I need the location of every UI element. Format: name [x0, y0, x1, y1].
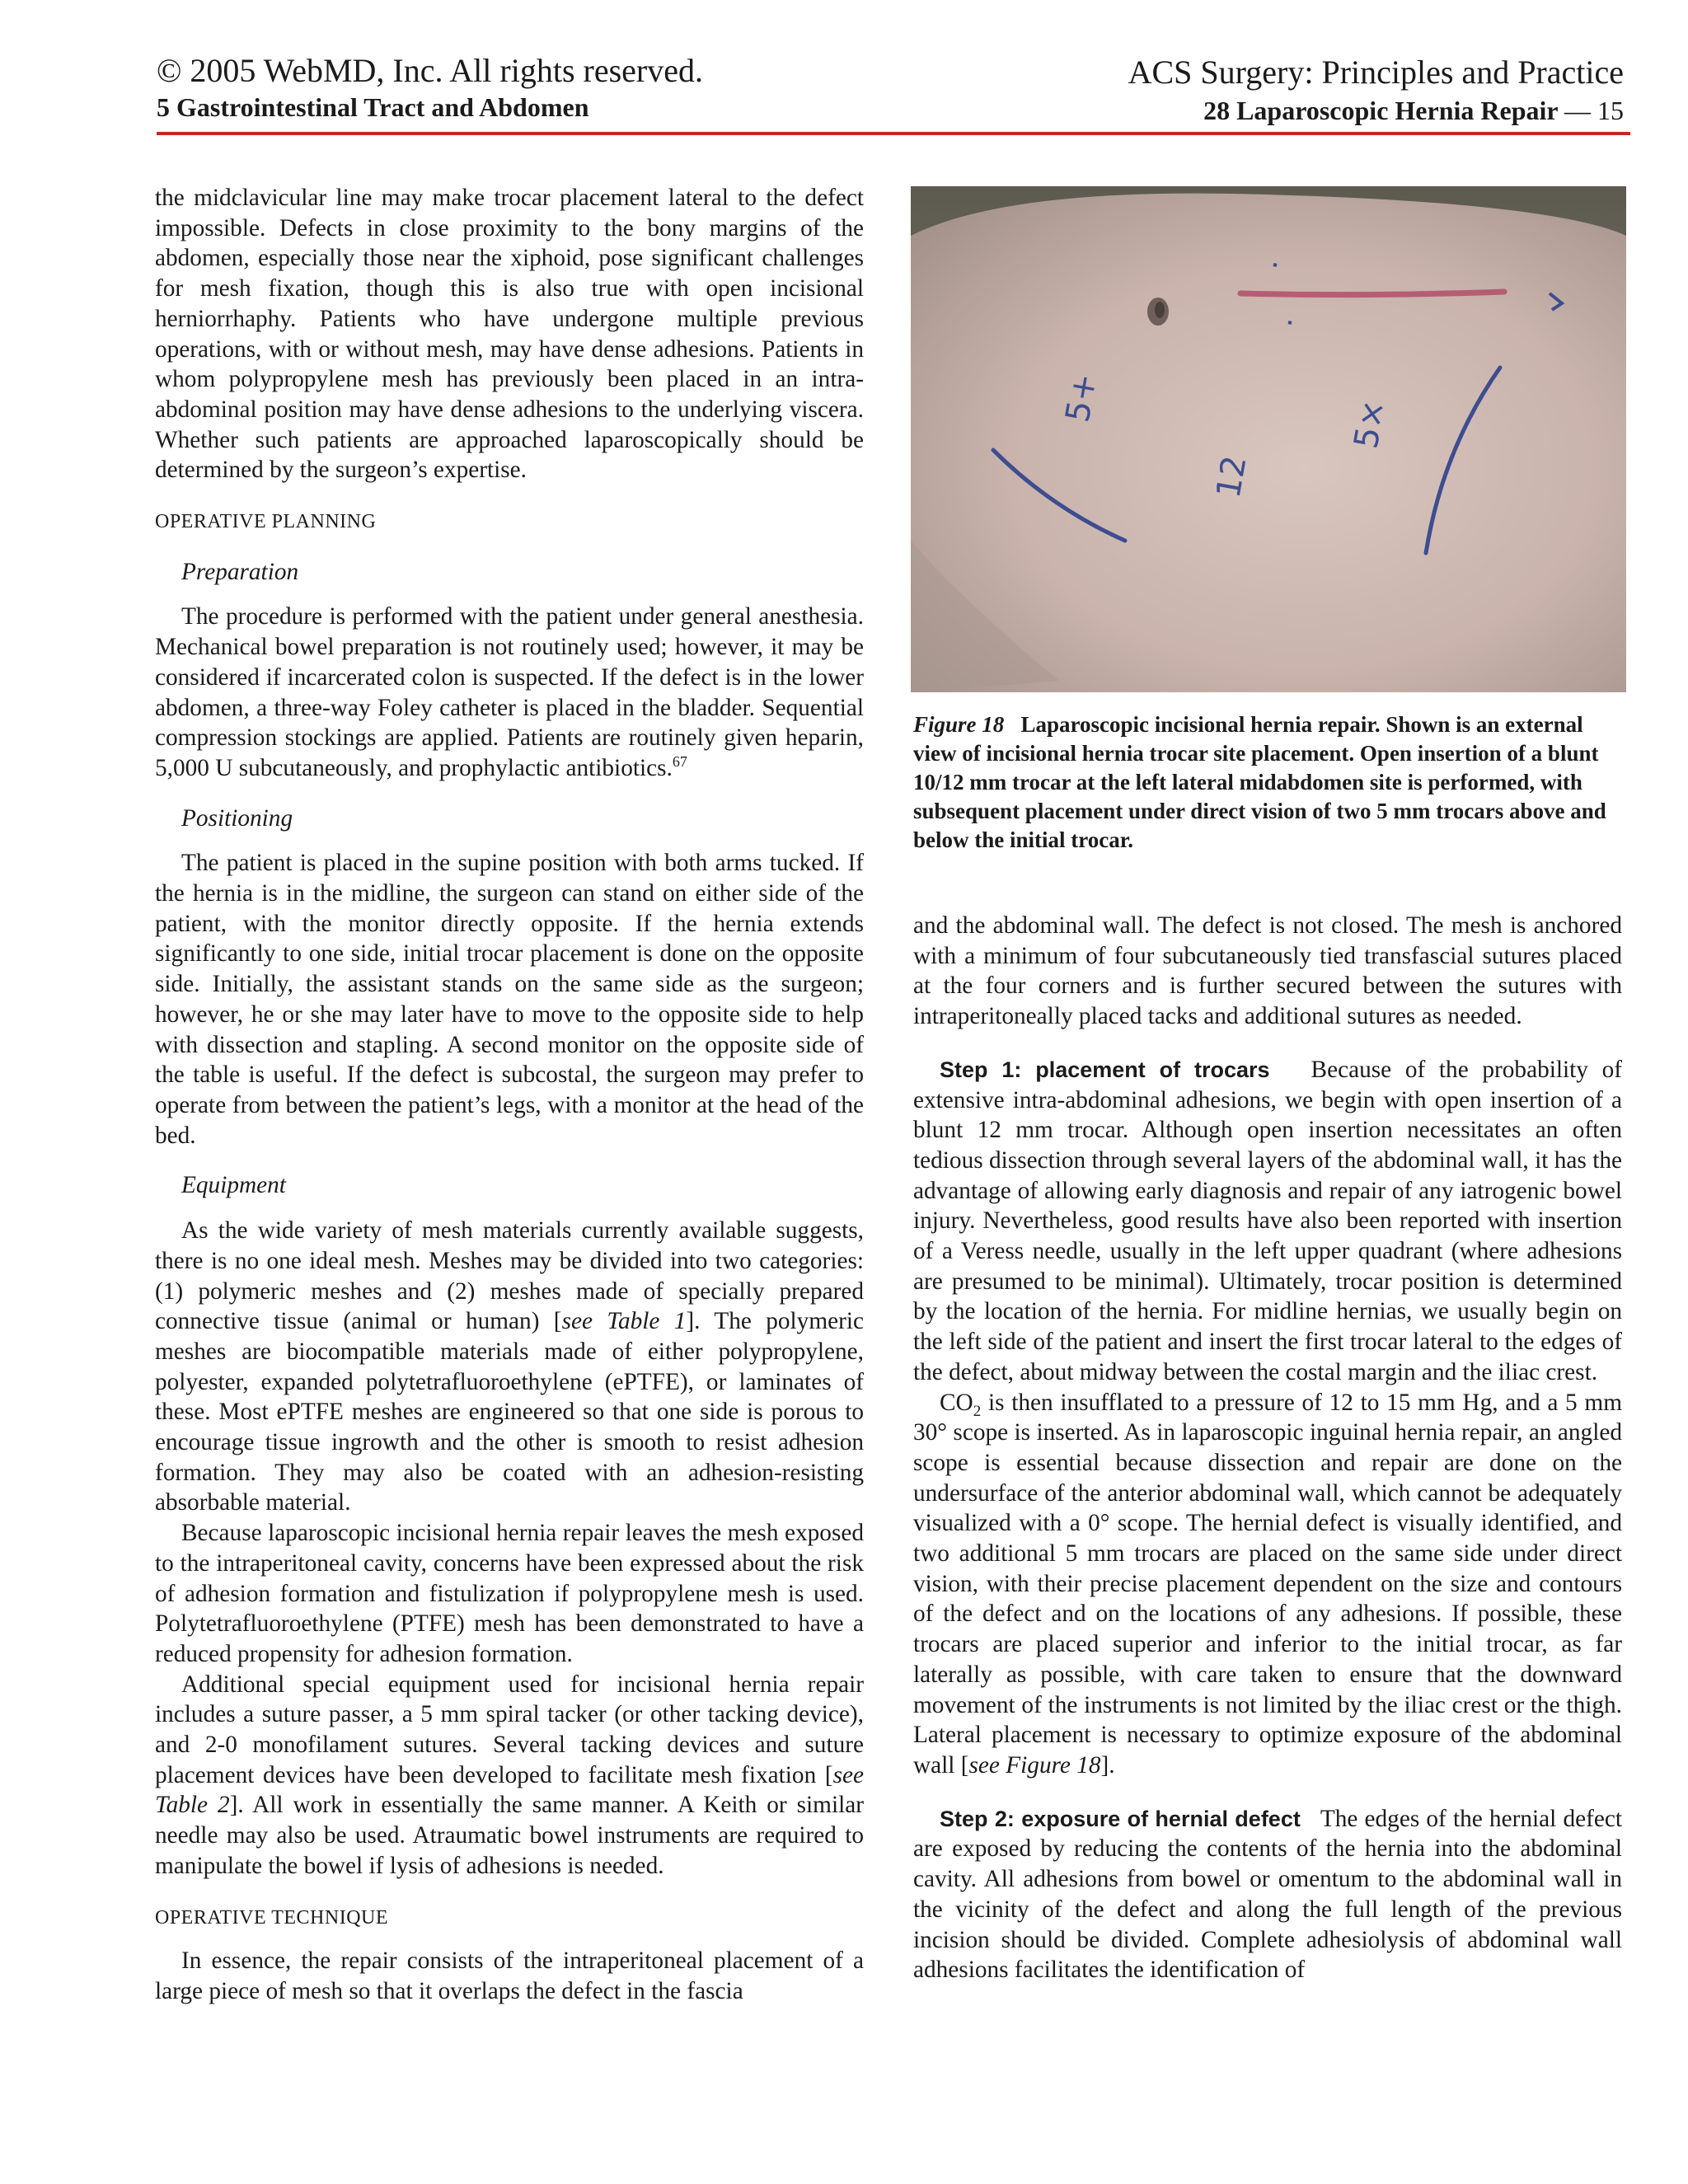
positioning-paragraph: The patient is placed in the supine position with both arms tucked. If the hernia is in the midline, the surgeon can stand on either side of the patient, with the monitor directly opposite. If the hernia extends significantly to one side, initial trocar placement is done on the opposite side. Initially, the assistant stands on the same side as the surgeon; however, he or she may later have to move to the opposite side to help with dissection and stapling. A second monitor on the opposite side of the table is useful. If the defect is subcostal, the surgeon may prefer to operate from between the patient’s legs, with a monitor at the head of the bed. — [155, 850, 864, 1149]
dot-mark-2 — [1288, 322, 1292, 323]
subheading-positioning: Positioning — [181, 804, 293, 832]
left-column — [155, 183, 864, 2007]
header-rule — [157, 132, 1630, 135]
page-number: 15 — [1597, 96, 1624, 125]
mark-initial-trocar: 12 — [1209, 452, 1254, 501]
abdomen-skin — [911, 194, 1626, 692]
step-1-paragraph — [913, 1055, 1622, 1388]
spacer — [913, 1032, 1622, 1055]
continuation-paragraph: and the abdominal wall. The defect is not closed. The mesh is anchored with a minimum of four subcutaneously tied transfascial sutures placed at the four corners and is further secured between the sutures with intraperitoneally placed tacks and additional sutures as needed. — [913, 912, 1622, 1030]
equipment-text-1b: ]. The polymeric meshes are biocompatible materials made of either polypropylene, polyester, expanded polytetrafluoroethylene (ePTFE), or laminates of these. Most ePTFE meshes are engineered so that one side is porous to encourage tissue ingrowth and the other is smooth to resist adhesion formation. They may also be coated with an adhesion-resisting absorbable material. — [155, 1308, 865, 1516]
figure-label: Figure 18 — [913, 712, 1005, 737]
step-2-text: The edges of the hernial defect are exposed by reducing the contents of the hernia into the abdominal cavity. All adhesions from bowel or omentum to the abdominal wall in the vicinity of the defect and along the full length of the previous incision should be divided. Complete adhesiolysis of abdominal wall adhesions facilitates the identification of — [913, 1805, 1622, 1984]
step-2-heading: Step 2: exposure of hernial defect — [940, 1806, 1301, 1831]
step-1-text: Because of the probability of extensive intra-abdominal adhesions, we begin with open insertion of a blunt 12 mm trocar. Although open insertion necessitates an often tedious dissection through several layers of the abdominal wall, it has the advantage of allowing early diagnosis and repair of any iatrogenic bowel injury. Nevertheless, good results have also been reported with insertion of a Veress needle, usually in the left upper quadrant (where adhesions are presumed to be minimal). Ultimately, trocar position is determined by the location of the hernia. For midline hernias, we usually begin on the left side of the patient and insert the first trocar lateral to the edges of the defect, about midway between the costal margin and the iliac crest. — [913, 1056, 1623, 1385]
spacer-2 — [913, 1781, 1622, 1804]
table-1-link[interactable]: see Table 1 — [561, 1308, 687, 1335]
equipment-text-1a: As the wide variety of mesh materials currently available suggests, there is no one ideal mesh. Meshes may be divided into two categories: (1) polymeric meshes and (2) meshes made of specially prepared connective tissue (animal or human) [ — [155, 1217, 864, 1335]
chapter-title: 28 Laparoscopic Hernia Repair — [1203, 96, 1558, 125]
step-2-paragraph — [913, 1804, 1622, 1985]
co2-text-a: CO — [940, 1389, 973, 1416]
subheading-equipment: Equipment — [181, 1172, 286, 1199]
navel-shadow — [1155, 302, 1165, 318]
co2-text-b: is then insufflated to a pressure of 12 to 15 mm Hg, and a 5 mm 30° scope is inserted. As in laparoscopic inguinal hernia repair, an angled scope is essential because dissection and repair are done on the undersurface of the anterior abdominal wall, which cannot be adequately visualized with a 0° scope. The hernial defect is visually identified, and two additional 5 mm trocars are placed on the same side under direct vision, with their precise placement dependent on the size and contours of the defect and on the locations of any adhesions. If possible, these trocars are placed superior and inferior to the initial trocar, as far laterally as possible, with care taken to ensure that the downward movement of the instruments is not limited by the iliac crest or the thigh. Lateral placement is necessary to optimize exposure of the abdominal wall [ — [913, 1389, 1623, 1779]
page-separator: — — [1564, 96, 1591, 125]
heading-operative-technique: OPERATIVE TECHNIQUE — [155, 1906, 389, 1929]
equipment-text-3b: ]. All work in essentially the same manner. A Keith or similar needle may also be used. Atraumatic bowel instruments are required to manipulate the bowel if lysis of adhesions is needed. — [155, 1792, 864, 1879]
technique-paragraph: In essence, the repair consists of the intraperitoneal placement of a large piece of mesh so that it overlaps the defect in the fascia — [155, 1947, 864, 2004]
figure-18-photo — [911, 186, 1626, 692]
co2-text-c: ]. — [1100, 1751, 1115, 1779]
figure-caption-text: Laparoscopic incisional hernia repair. Shown is an external view of incisional hernia trocar site placement. Open insertion of a blunt 10/12 mm trocar at the left lateral midabdomen site is performed, with subsequent placement under direct vision of two 5 mm trocars above and below the initial trocar. — [913, 712, 1606, 852]
equipment-text-3a: Additional special equipment used for incisional hernia repair includes a suture passer, a 5 mm spiral tacker (or other tacking device), and 2-0 monofilament sutures. Several tacking devices and suture placement devices have been developed to facilitate mesh fixation [ — [155, 1671, 864, 1788]
header-left — [157, 51, 898, 124]
table-2-link[interactable]: see Table 2 — [155, 1761, 864, 1819]
chapter-line — [799, 94, 1624, 127]
co2-subscript: 2 — [973, 1402, 982, 1420]
step-1-heading: Step 1: placement of trocars — [940, 1057, 1270, 1082]
copyright-line: © 2005 WebMD, Inc. All rights reserved. — [157, 52, 703, 89]
figure-18-caption — [913, 710, 1622, 855]
figure-18-link[interactable]: see Figure 18 — [968, 1751, 1101, 1779]
header-right — [799, 51, 1624, 127]
scar-line — [1240, 292, 1504, 295]
right-column — [913, 911, 1622, 1985]
intro-paragraph: the midclavicular line may make trocar placement lateral to the defect impossible. Defects in close proximity to the bony margins of the abdomen, especially those near the xiphoid, pose significant challenges for mesh fixation, though this is also true with open incisional herniorrhaphy. Patients who have undergone multiple previous operations, with or without mesh, may have dense adhesions. Patients in whom polypropylene mesh has previously been placed in an intra-abdominal position may have dense adhesions to the underlying viscera. Whether such patients are approached laparoscopically should be determined by the surgeon’s expertise. — [155, 185, 864, 484]
mark-lower-trocar: 5× — [1347, 396, 1394, 452]
preparation-paragraph — [155, 602, 864, 783]
equipment-paragraph-1 — [155, 1216, 864, 1518]
preparation-text: The procedure is performed with the patient under general anesthesia. Mechanical bowel preparation is not routinely used; however, it may be considered if incarcerated colon is suspected. If the defect is in the lower abdomen, a three-way Foley catheter is placed in the bladder. Sequential compression stockings are applied. Patients are routinely given heparin, 5,000 U subcutaneously, and prophylactic antibiotics. — [155, 603, 864, 781]
heading-operative-planning: OPERATIVE PLANNING — [155, 511, 377, 533]
equipment-paragraph-2: Because laparoscopic incisional hernia repair leaves the mesh exposed to the intraperitoneal cavity, concerns have been expressed about the risk of adhesion formation and fistulization if polypropylene mesh is used. Polytetrafluoroethylene (PTFE) mesh has been demonstrated to have a reduced propensity for adhesion formation. — [155, 1520, 864, 1667]
mark-upper-trocar: 5+ — [1058, 370, 1105, 425]
subheading-preparation: Preparation — [181, 558, 299, 585]
equipment-paragraph-3 — [155, 1670, 864, 1882]
section-title: 5 Gastrointestinal Tract and Abdomen — [157, 92, 589, 122]
co2-paragraph — [913, 1388, 1622, 1781]
abdomen-photo-illustration — [911, 186, 1626, 692]
book-title: ACS Surgery: Principles and Practice — [1128, 54, 1624, 91]
reference-67: 67 — [672, 753, 687, 771]
